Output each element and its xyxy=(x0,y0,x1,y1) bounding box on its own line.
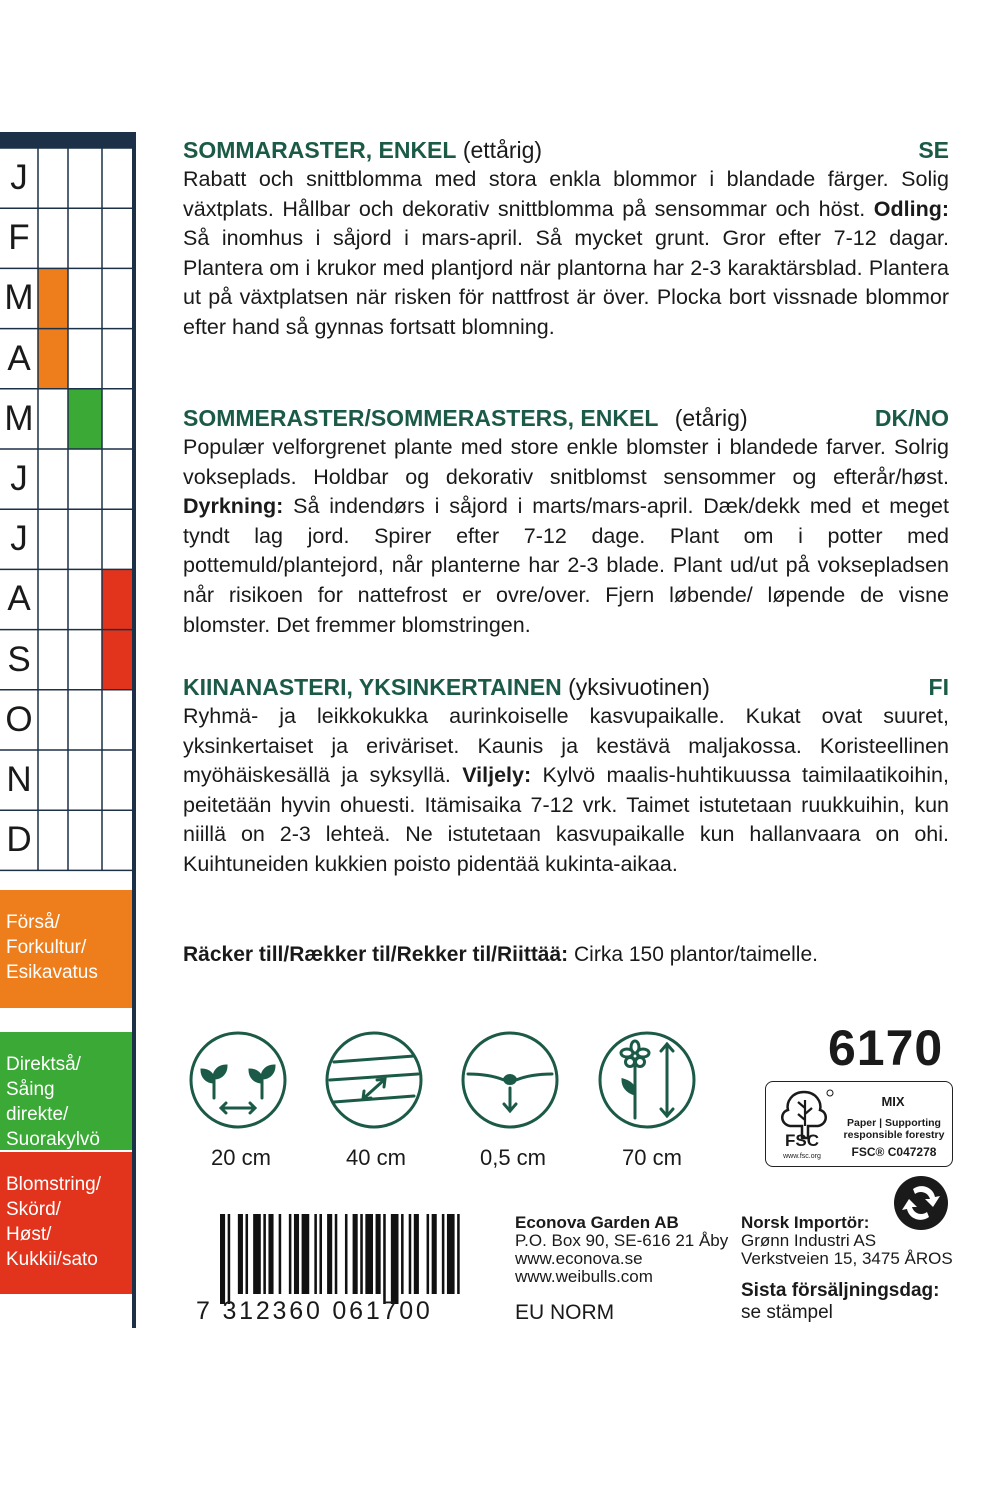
plant-height-label: 70 cm xyxy=(622,1145,682,1170)
last-sale-label: Sista försäljningsdag: xyxy=(741,1280,940,1301)
yield-info xyxy=(183,940,973,970)
legend-line: Förså/ xyxy=(6,912,60,933)
importer-name: Grønn Industri AS xyxy=(741,1231,877,1250)
month-label: M xyxy=(4,278,34,318)
legend-line: Direktså/ xyxy=(6,1054,81,1075)
plant-spacing-label: 20 cm xyxy=(211,1145,271,1170)
barcode-bar xyxy=(360,1214,363,1294)
sowing-depth-icon xyxy=(460,1030,560,1130)
barcode-bars xyxy=(196,1214,468,1304)
row-spacing-icon xyxy=(324,1030,424,1130)
body-text: Rabatt och snittblomma med stora enkla blommor i blandade färger. Solig växtplats. Hållbar och dekorativ snittblomma på sensommar och höst. xyxy=(183,167,949,221)
legend-line: Suorakylvö xyxy=(6,1129,100,1150)
barcode-bar xyxy=(427,1214,430,1294)
recycle-icon xyxy=(893,1175,949,1231)
month-label: N xyxy=(6,760,32,799)
company-address: P.O. Box 90, SE-616 21 Åby xyxy=(515,1231,729,1250)
sowing-depth-label: 0,5 cm xyxy=(479,1145,547,1170)
body-label: Odling: xyxy=(873,196,949,221)
barcode-bar xyxy=(228,1214,231,1304)
barcode-bar xyxy=(401,1214,404,1294)
fsc-code: FSC® C047278 xyxy=(851,1145,937,1159)
barcode-bar xyxy=(442,1214,445,1294)
section-title: SOMMARASTER, ENKEL xyxy=(183,137,457,163)
legend-presowing xyxy=(0,890,132,1008)
barcode-bar xyxy=(246,1214,249,1294)
month-label: M xyxy=(4,398,34,438)
yield-label: Räcker till/Rækker til/Rekker til/Riittää: xyxy=(183,943,569,966)
month-label: O xyxy=(5,699,33,739)
body-text: Så inomhus i såjord i mars-april. Så mycket grunt. Gror efter 7-12 dagar. Plantera om i krukor med plantjord när plantorna har 2-3 karaktärsblad. Plantera ut på växtplatsen när risken för nattfrost är över. Plocka bort vissnade blommor efter hand så gynnas fortsatt blomning. xyxy=(183,226,949,339)
fsc-line-1: Paper | Supporting xyxy=(847,1117,941,1129)
barcode-bar xyxy=(220,1214,225,1304)
importer-address: Verkstveien 15, 3475 ÅROS xyxy=(741,1249,953,1268)
language-code: SE xyxy=(918,137,949,163)
calendar-cell-flowering xyxy=(102,569,132,629)
calendar-cell-presowing xyxy=(38,329,68,389)
barcode-bar xyxy=(319,1214,322,1294)
barcode xyxy=(196,1214,468,1326)
month-label: S xyxy=(7,639,31,679)
month-label: D xyxy=(6,820,32,860)
body-label: Viljely: xyxy=(462,763,532,788)
barcode-bar xyxy=(365,1214,373,1294)
barcode-bar xyxy=(414,1214,419,1294)
month-label: J xyxy=(10,158,28,197)
calendar-cell-flowering xyxy=(102,630,132,690)
body-label: Dyrkning: xyxy=(183,494,284,519)
barcode-bar xyxy=(314,1214,317,1294)
legend-line: Høst/ xyxy=(6,1224,52,1245)
plant-spacing-icon xyxy=(188,1030,288,1130)
barcode-bar xyxy=(457,1214,460,1294)
language-code: DK/NO xyxy=(874,405,949,431)
barcode-bar xyxy=(345,1214,348,1294)
body-text: Ryhmä- ja leikkokukka aurinkoiselle kasvupaikalle. Kukat ovat suuret, yksinkertaiset ja eriväriset. Kaunis ja kestävä maljakossa. Koristeellinen myöhäiskesällä ja syksyllä. xyxy=(183,704,949,788)
section-subtitle: (etårig) xyxy=(674,405,748,431)
barcode-bar xyxy=(391,1214,399,1304)
barcode-bar xyxy=(302,1214,310,1294)
section-subtitle: (yksivuotinen) xyxy=(568,674,710,700)
legend-line: direkte/ xyxy=(6,1104,69,1125)
month-label: J xyxy=(10,459,28,498)
legend-line: Skörd/ xyxy=(6,1199,61,1220)
eu-norm: EU NORM xyxy=(515,1301,615,1324)
legend-line: Esikavatus xyxy=(6,962,98,983)
company-web-1: www.econova.se xyxy=(515,1249,643,1268)
section-title: KIINANASTERI, YKSINKERTAINEN xyxy=(183,674,562,700)
plant-height-icon xyxy=(597,1030,697,1130)
fsc-mix: MIX xyxy=(881,1094,905,1109)
fsc-label xyxy=(765,1081,953,1167)
barcode-bar xyxy=(294,1214,299,1294)
barcode-bar xyxy=(238,1214,243,1294)
calendar-cell-direct_sowing xyxy=(68,389,102,449)
importer-label: Norsk Importör: xyxy=(741,1213,870,1232)
legend-line: Blomstring/ xyxy=(6,1174,102,1195)
month-label: A xyxy=(7,338,31,378)
section-fi xyxy=(183,672,949,880)
last-sale-value: se stämpel xyxy=(741,1302,833,1323)
body-text: Populær velforgrenet plante med store enkle blomster i blandede farver. Solrig vokseplads. Holdbar og dekorativ snitblomst sensommer og efterår/høst. xyxy=(183,435,949,489)
month-label: A xyxy=(7,579,31,619)
barcode-bar xyxy=(327,1214,332,1294)
barcode-bar xyxy=(447,1214,455,1294)
barcode-bar xyxy=(432,1214,437,1294)
section-title: SOMMERASTER/SOMMERASTERS, ENKEL xyxy=(183,405,659,431)
barcode-bar xyxy=(335,1214,338,1294)
section-body xyxy=(183,702,949,880)
month-label: J xyxy=(10,519,28,559)
barcode-bar xyxy=(289,1214,292,1294)
barcode-bar xyxy=(253,1214,261,1294)
legend-direct_sowing xyxy=(0,1032,132,1150)
barcode-bar xyxy=(268,1214,273,1294)
row-spacing-label: 40 cm xyxy=(346,1145,406,1170)
barcode-bar xyxy=(383,1214,386,1304)
barcode-bar xyxy=(353,1214,358,1294)
barcode-bar xyxy=(376,1214,381,1294)
yield-value: Cirka 150 plantor/taimelle. xyxy=(568,943,818,966)
legend-flowering xyxy=(0,1152,132,1294)
barcode-bar xyxy=(409,1214,412,1294)
section-body xyxy=(183,433,949,640)
calendar-cell-presowing xyxy=(38,268,68,328)
company-name: Econova Garden AB xyxy=(515,1213,679,1232)
section-dk-no xyxy=(183,403,949,640)
legend-line: Kukkii/sato xyxy=(6,1249,98,1270)
barcode-digits: 7 312360 061700 xyxy=(196,1297,433,1325)
fsc-line-2: responsible forestry xyxy=(843,1129,945,1141)
barcode-bar xyxy=(279,1214,282,1294)
company-web-2: www.weibulls.com xyxy=(515,1267,653,1286)
legend-line: Forkultur/ xyxy=(6,937,87,958)
body-text: Kylvö maalis-huhtikuussa taimilaatikoihin, peitetään hyvin ohuesti. Itämisaika 7-12 vrk. Taimet istutetaan ruukkuihin, kun niillä on 2-3 lehteä. Ne istutetaan kasvupaikalle kun hallanvaara on ohi. Kuihtuneiden kukkien poisto pidentää kukinta-aikaa. xyxy=(183,763,949,876)
article-number: 6170 xyxy=(828,1020,944,1076)
legend-line: Såing xyxy=(6,1079,55,1100)
month-label: F xyxy=(8,218,30,258)
fsc-site: www.fsc.org xyxy=(783,1153,821,1160)
fsc-logo-text: FSC xyxy=(785,1131,819,1150)
section-body xyxy=(183,165,949,343)
section-subtitle: (ettårig) xyxy=(462,137,543,163)
barcode-bar xyxy=(263,1214,266,1294)
language-code: FI xyxy=(928,674,949,700)
body-text: Så indendørs i såjord i marts/mars-april. Dæk/dekk med et meget tyndt lag jord. Spirer efter 7-12 dage. Plant om i potter med pottemuld/plantejord, når planterne har 2-3 blade. Plant ud/ut på voksepladsen når risikoen for nattefrost er ovre/over. Fjern løbende/ løpende de visne blomster. Det fremmer blomstringen. xyxy=(183,494,949,637)
section-se xyxy=(183,135,949,343)
